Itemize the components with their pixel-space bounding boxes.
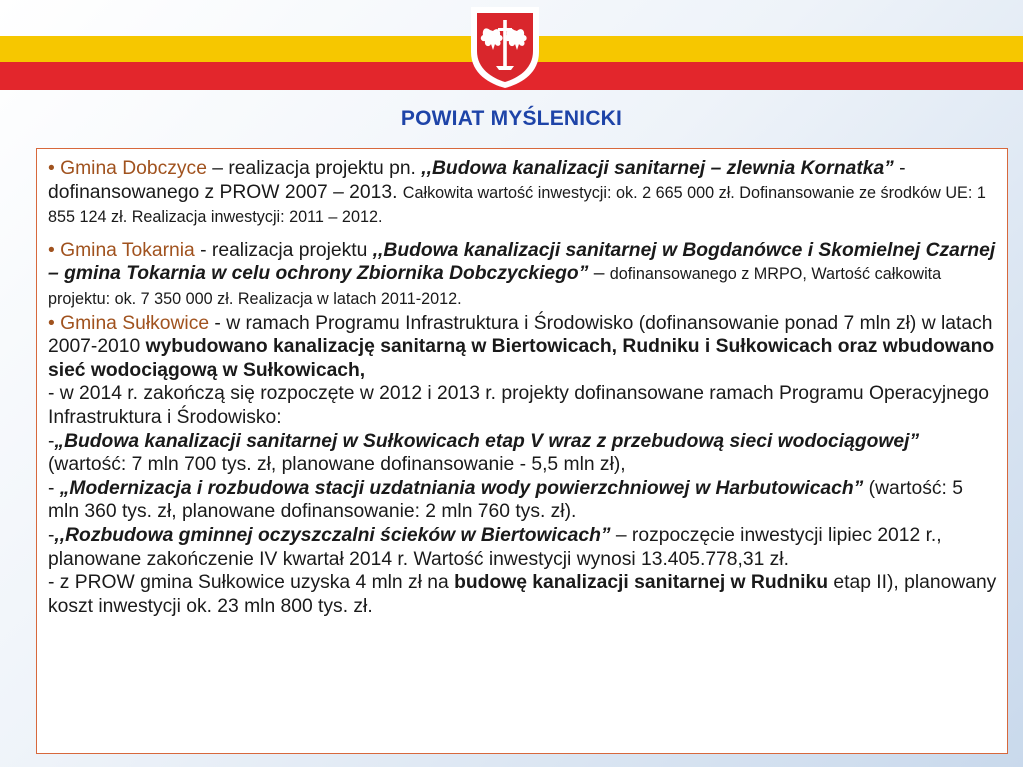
section-sulkowice [48,312,999,383]
page-title: POWIAT MYŚLENICKI [400,107,623,130]
text: – rozpoczęcie inwestycji lipiec 2012 r., planowane zakończenie IV kwartał 2014 r. Wartość inwestycji wynosi 13.405.778,31 zł. [48,524,942,570]
bold-text: budowę kanalizacji sanitarnej w Rudniku [454,572,829,594]
dash: - [48,524,55,546]
section-dobczyce [48,157,999,230]
text: – realizacja projektu pn. [206,158,422,179]
gmina-name: Gmina Dobczyce [60,158,207,179]
gmina-name: Gmina Sułkowice [60,312,210,334]
gmina-name: Gmina Tokarnia [60,239,195,261]
bullet: • [48,239,61,261]
text: - w ramach Programu Infrastruktura i Środowisko (dofinansowanie ponad 7 mln zł) w latach 2007-2010 [48,312,993,358]
project-title: „Modernizacja i rozbudowa stacji uzdatniania wody powierzchniowej w Harbutowicach” [59,477,864,499]
text: (wartość: 7 mln 700 tys. zł, planowane dofinansowanie - 5,5 mln zł), [48,454,626,476]
text: - dofinansowanego z PROW 2007 – 2013. [48,158,906,203]
text: - z PROW gmina Sułkowice uzyska 4 mln zł na [48,572,455,594]
content-box [36,148,1008,754]
section-tokarnia [48,239,999,312]
project-title: ,,Rozbudowa gminnej oczyszczalni ścieków w Biertowicach” [54,524,611,546]
bullet: • [48,312,61,334]
project-title: ,,Budowa kanalizacji sanitarnej w Bogdanówce i Skomielnej Czarnej – gmina Tokarnia w celu ochrony Zbiornika Dobczyckiego” [48,239,996,285]
sulkowice-project-1 [48,430,999,477]
project-details: Całkowita wartość inwestycji: ok. 2 665 000 zł. Dofinansowanie ze środków UE: 1 855 124 zł. Realizacja inwestycji: 2011 – 2012. [48,183,986,227]
coat-of-arms-icon [468,4,542,90]
text: (wartość: 5 mln 360 tys. zł, planowane dofinansowanie: 2 mln 760 tys. zł). [48,477,963,523]
bold-text: wybudowano kanalizację sanitarną w Biertowicach, Rudniku i Sułkowicach oraz wbudowano sieć wodociągową w Sułkowicach, [48,336,995,381]
dash: - [48,430,55,452]
dash: - [48,477,60,499]
project-title: „Budowa kanalizacji sanitarnej w Sułkowicach etap V wraz z przebudową sieci wodociągowej” [54,430,920,452]
sulkowice-line: - w 2014 r. zakończą się rozpoczęte w 2012 i 2013 r. projekty dofinansowane ramach Programu Operacyjnego Infrastruktura i Środowisko: [48,383,990,428]
text: – [588,263,610,285]
sulkowice-project-2 [48,477,999,524]
bullet: • [48,158,61,179]
text: etap II), planowany koszt inwestycji ok. 23 mln 800 tys. zł. [48,572,997,617]
sulkowice-project-3 [48,524,999,571]
sulkowice-project-4 [48,571,999,618]
project-details: dofinansowanego z MRPO, Wartość całkowita projektu: ok. 7 350 000 zł. Realizacja w latach 2011-2012. [48,265,942,308]
text: - realizacja projektu [194,239,373,261]
project-title: ,,Budowa kanalizacji sanitarnej – zlewnia Kornatka” [421,158,894,179]
